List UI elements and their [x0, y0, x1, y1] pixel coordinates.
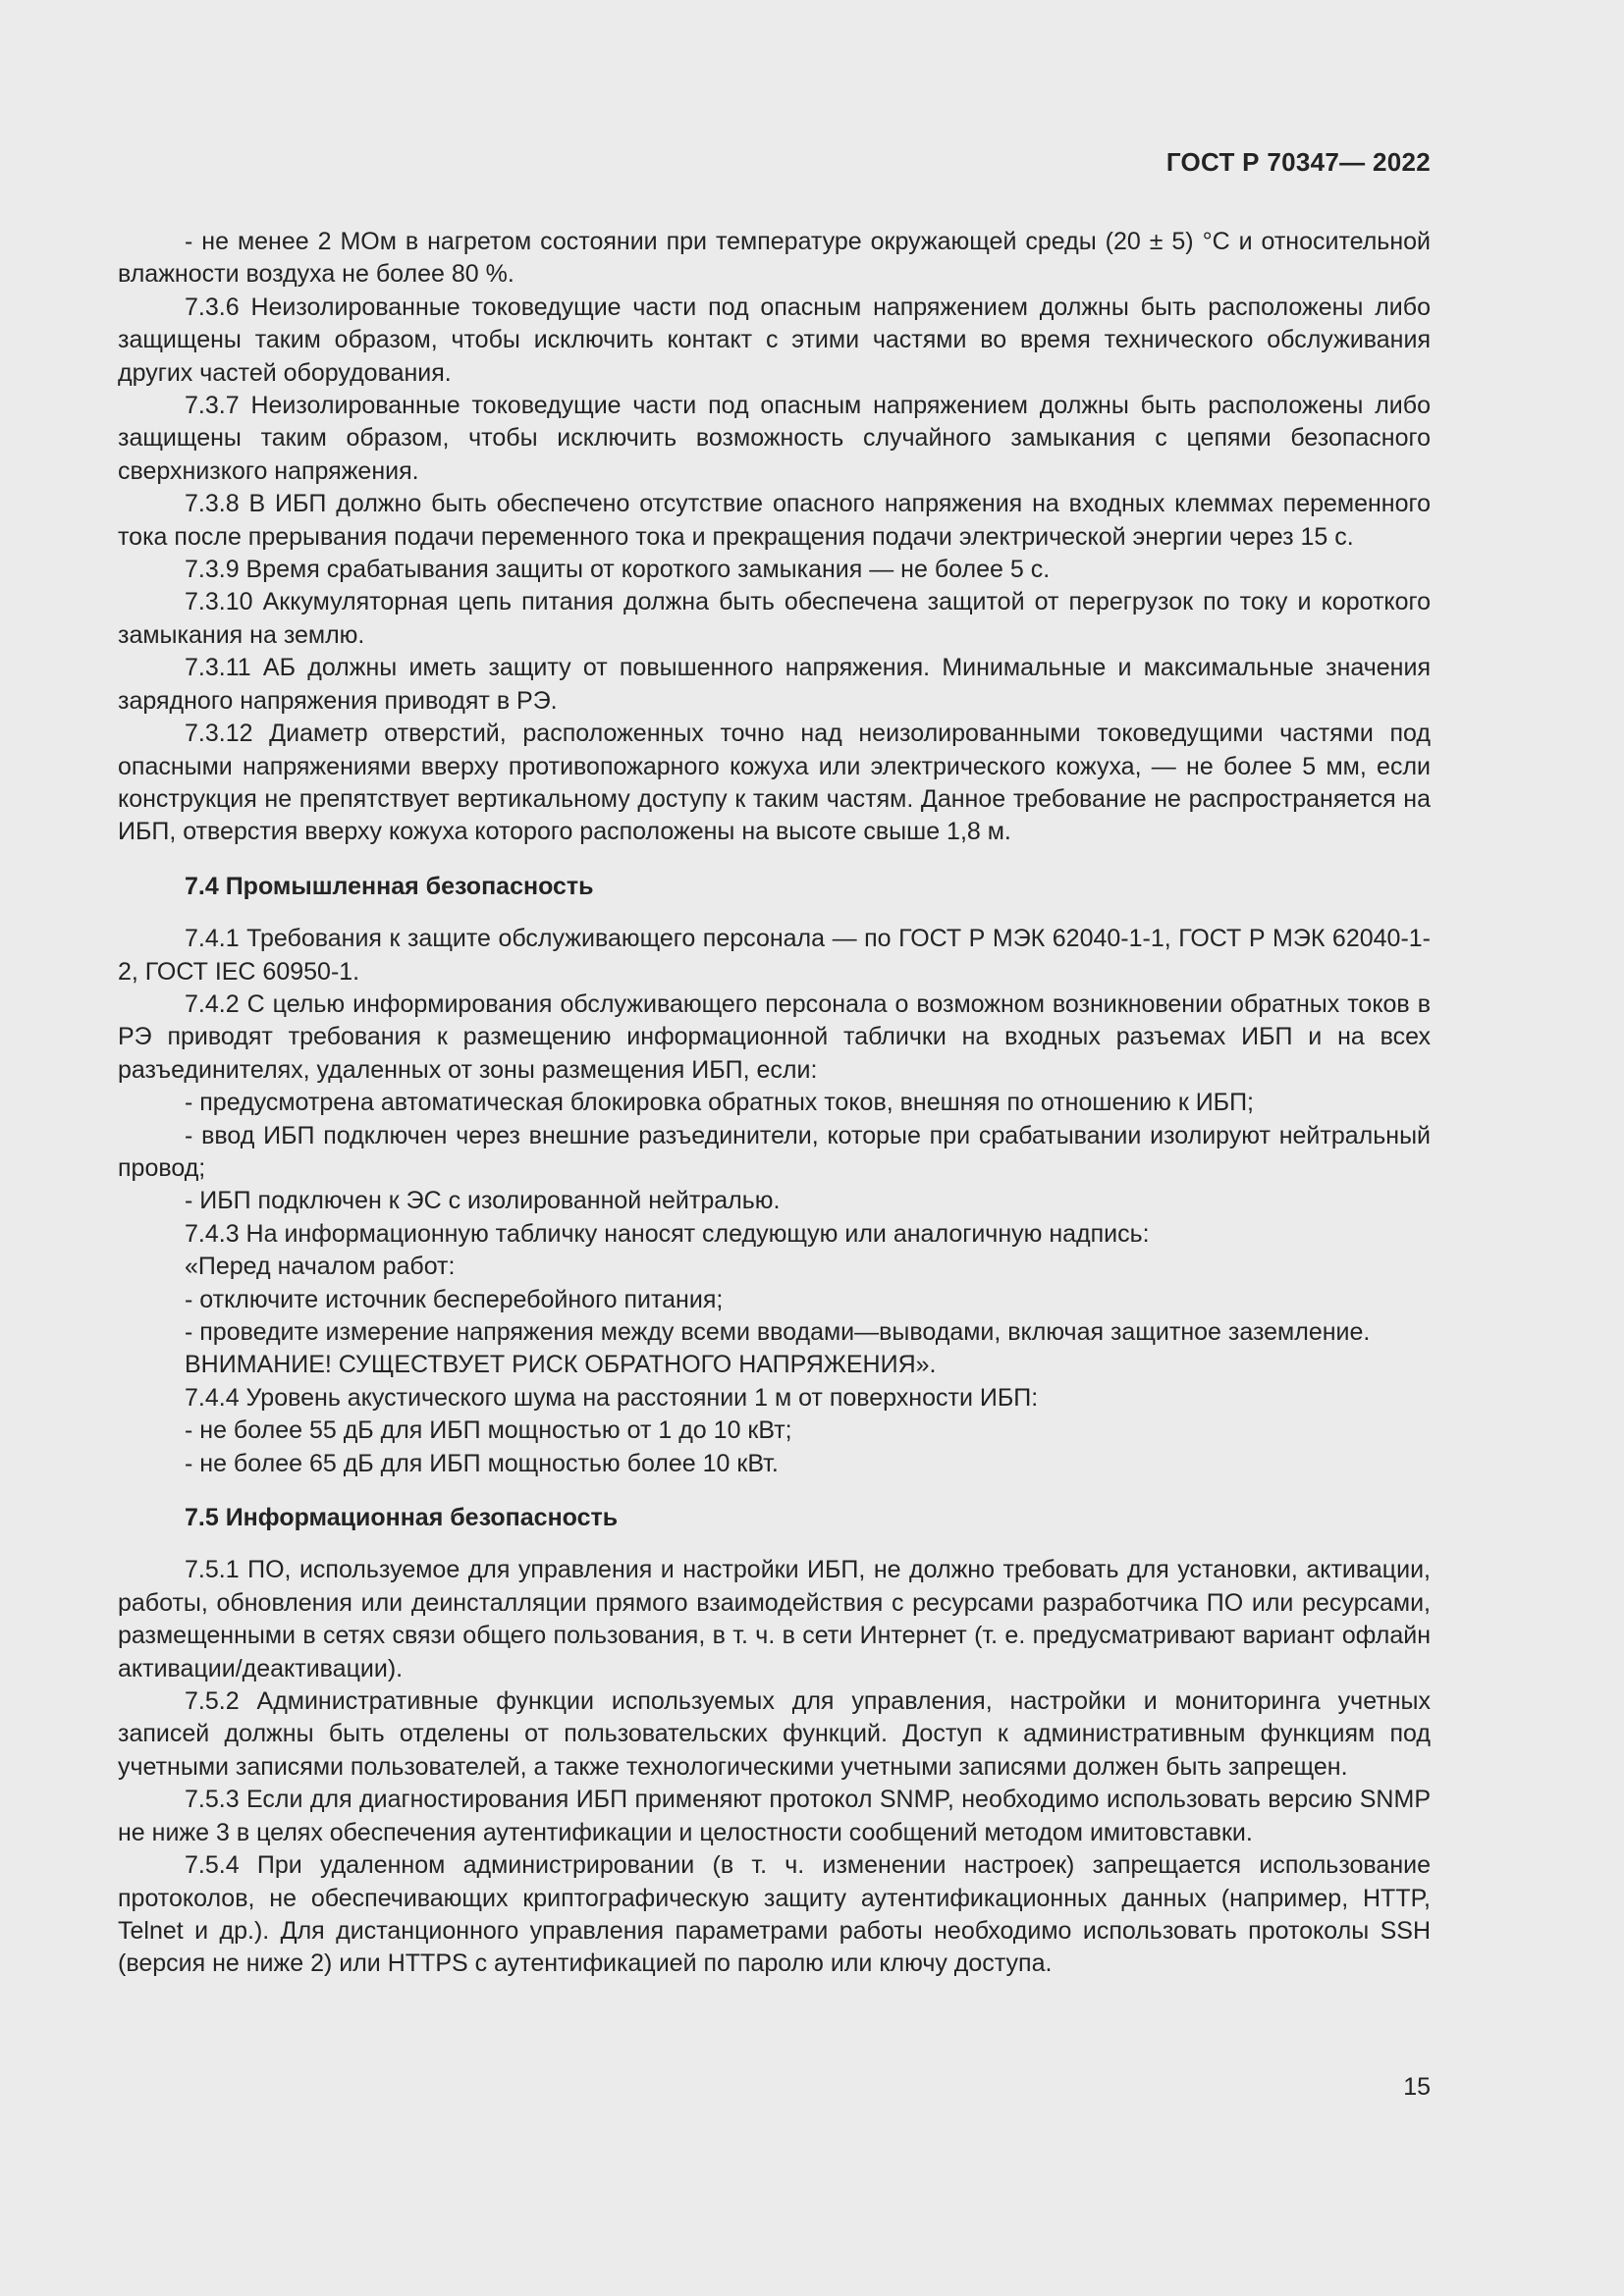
- list-item: - не более 55 дБ для ИБП мощностью от 1 до 10 кВт;: [185, 1416, 792, 1445]
- paragraph: 7.4.4 Уровень акустического шума на расстоянии 1 м от поверхности ИБП:: [185, 1383, 1039, 1412]
- list-item: - предусмотрена автоматическая блокировка обратных токов, внешняя по отношению к ИБП;: [185, 1089, 1254, 1117]
- page-number: 15: [1403, 2073, 1431, 2101]
- document-code: ГОСТ Р 70347— 2022: [1165, 147, 1431, 177]
- section-heading-7-4: 7.4 Промышленная безопасность: [185, 872, 594, 900]
- notice-text: «Перед началом работ:: [185, 1253, 456, 1281]
- paragraph: 7.3.12 Диаметр отверстий, расположенных точно над неизолированными токоведущими частями под опасными напряжениями вверху противопожарного кожуха или электрического кожуха, — не более 5 мм, если конструкция не препятствует вертикальному доступу к таким частям. Данное требование не распространяется на ИБП, отверстия вверху кожуха которого расположены на высоте свыше 1,8 м.: [118, 720, 1431, 846]
- paragraph: 7.3.10 Аккумуляторная цепь питания должна быть обеспечена защитой от перегрузок по току и короткого замыкания на землю.: [118, 588, 1431, 649]
- paragraph: 7.3.8 В ИБП должно быть обеспечено отсутствие опасного напряжения на входных клеммах переменного тока после прерывания подачи переменного тока и прекращения подачи электрической энергии через 15 с.: [118, 490, 1431, 551]
- list-item: - ввод ИБП подключен через внешние разъединители, которые при срабатывании изолируют нейтральный провод;: [118, 1121, 1431, 1182]
- notice-warning: ВНИМАНИЕ! СУЩЕСТВУЕТ РИСК ОБРАТНОГО НАПРЯЖЕНИЯ».: [185, 1351, 937, 1379]
- paragraph: 7.4.2 С целью информирования обслуживающего персонала о возможном возникновении обратных токов в РЭ приводят требования к размещению информационной таблички на входных разъемах ИБП и на всех разъединителях, удаленных от зоны размещения ИБП, если:: [118, 989, 1431, 1084]
- paragraph: - не менее 2 МОм в нагретом состоянии при температуре окружающей среды (20 ± 5) °С и относительной влажности воздуха не более 80 %.: [118, 228, 1431, 289]
- paragraph: 7.3.9 Время срабатывания защиты от короткого замыкания — не более 5 с.: [185, 556, 1051, 584]
- section-heading-7-5: 7.5 Информационная безопасность: [185, 1504, 619, 1532]
- list-item: - проведите измерение напряжения между всеми вводами—выводами, включая защитное заземление.: [185, 1318, 1371, 1346]
- paragraph: 7.3.7 Неизолированные токоведущие части под опасным напряжением должны быть расположены либо защищены таким образом, чтобы исключить возможность случайного замыкания с цепями безопасного сверхнизкого напряжения.: [118, 392, 1431, 485]
- list-item: - ИБП подключен к ЭС с изолированной нейтралью.: [185, 1187, 781, 1215]
- paragraph: 7.5.4 При удаленном администрировании (в т. ч. изменении настроек) запрещается использование протоколов, не обеспечивающих криптографическую защиту аутентификационных данных (например, HTTP, Telnet и др.). Для дистанционного управления параметрами работы необходимо использовать протоколы SSH (версия не ниже 2) или HTTPS с аутентификацией по паролю или ключу доступа.: [118, 1851, 1431, 1978]
- paragraph: 7.3.6 Неизолированные токоведущие части под опасным напряжением должны быть расположены либо защищены таким образом, чтобы исключить контакт с этими частями во время технического обслуживания других частей оборудования.: [118, 293, 1431, 387]
- paragraph: 7.3.11 АБ должны иметь защиту от повышенного напряжения. Минимальные и максимальные значения зарядного напряжения приводят в РЭ.: [118, 654, 1431, 715]
- paragraph: 7.5.2 Административные функции используемых для управления, настройки и мониторинга учетных записей должны быть отделены от пользовательских функций. Доступ к административным функциям под учетными записями пользователей, а также технологическими учетными записями должен быть запрещен.: [118, 1687, 1431, 1781]
- paragraph: 7.4.3 На информационную табличку наносят следующую или аналогичную надпись:: [185, 1219, 1150, 1248]
- document-body: [118, 226, 1431, 1981]
- list-item: - не более 65 дБ для ИБП мощностью более 10 кВт.: [185, 1449, 779, 1477]
- list-item: - отключите источник бесперебойного питания;: [185, 1285, 724, 1313]
- paragraph: 7.4.1 Требования к защите обслуживающего персонала — по ГОСТ Р МЭК 62040-1-1, ГОСТ Р МЭК 62040-1-2, ГОСТ IEC 60950-1.: [118, 925, 1431, 986]
- paragraph: 7.5.3 Если для диагностирования ИБП применяют протокол SNMP, необходимо использовать версию SNMP не ниже 3 в целях обеспечения аутентификации и целостности сообщений методом имитовставки.: [118, 1786, 1431, 1846]
- paragraph: 7.5.1 ПО, используемое для управления и настройки ИБП, не должно требовать для установки, активации, работы, обновления или деинсталляции прямого взаимодействия с ресурсами разработчика ПО или ресурсами, размещенными в сетях связи общего пользования, в т. ч. в сети Интернет (т. е. предусматривают вариант офлайн активации/деактивации).: [118, 1556, 1431, 1682]
